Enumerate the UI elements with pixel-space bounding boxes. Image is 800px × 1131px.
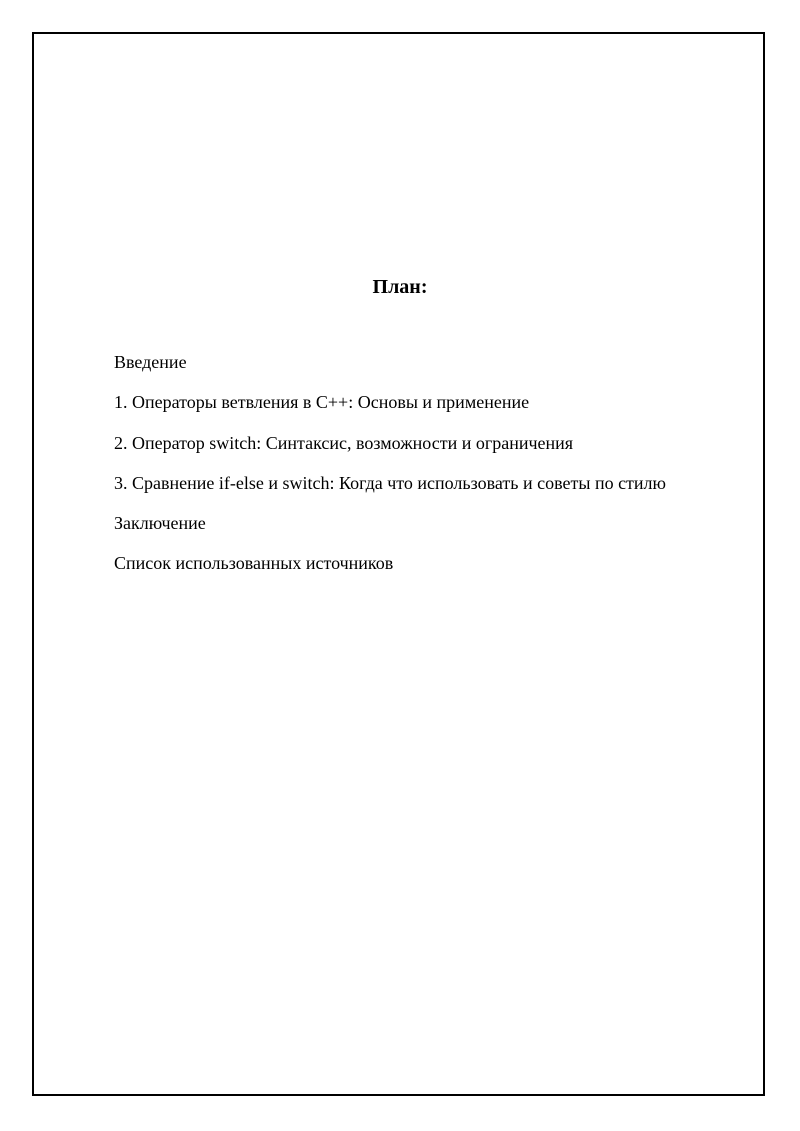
toc-item-chapter-3: 3. Сравнение if-else и switch: Когда что использовать и советы по стилю [114, 472, 666, 493]
page-title: План: [372, 276, 428, 298]
toc-item-conclusion: Заключение [114, 513, 206, 534]
toc-item-chapter-1: 1. Операторы ветвления в С++: Основы и применение [114, 392, 530, 413]
toc-item-introduction: Введение [114, 352, 187, 372]
toc-item-chapter-2: 2. Оператор switch: Синтаксис, возможности и ограничения [114, 432, 574, 453]
toc-item-references: Список использованных источников [114, 553, 394, 574]
table-of-contents [114, 350, 666, 592]
